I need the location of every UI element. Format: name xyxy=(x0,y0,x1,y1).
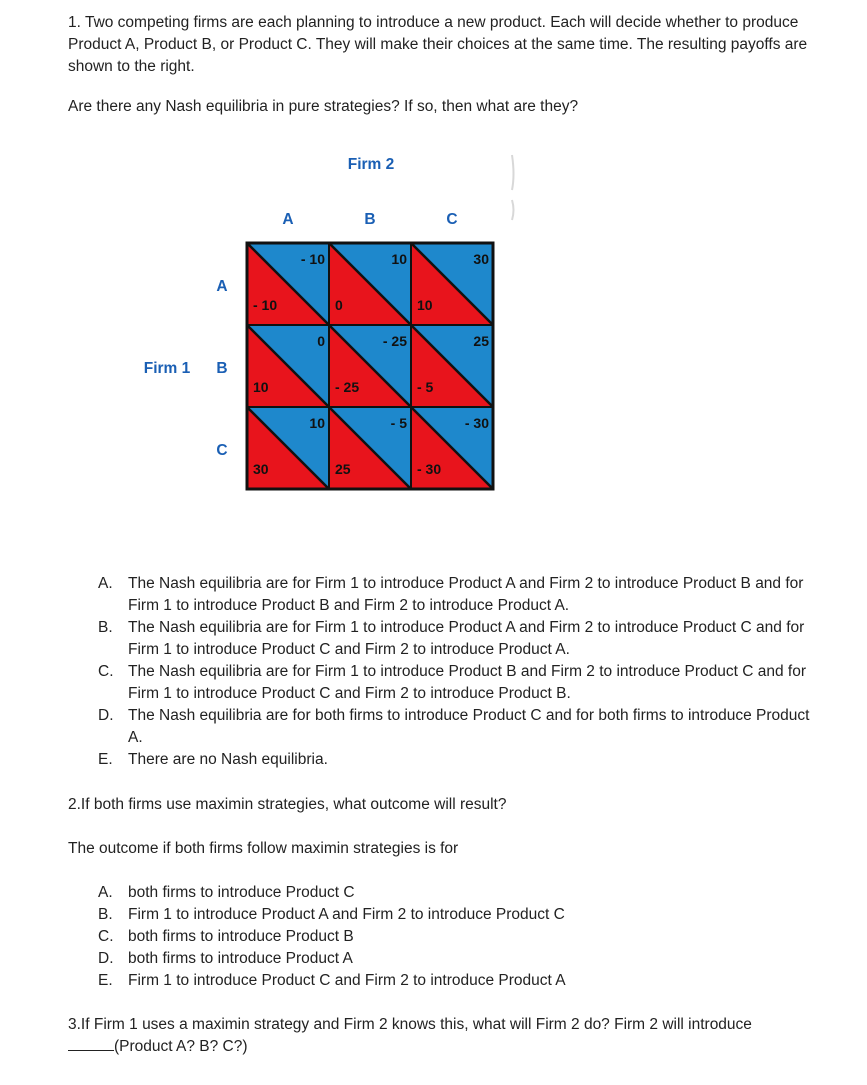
option-text: The Nash equilibria are for both firms to introduce Product C and for both firms to introduce Product A. xyxy=(128,707,810,746)
firm1-payoff: 0 xyxy=(335,297,343,313)
option-e[interactable] xyxy=(98,970,818,992)
firm1-payoff: - 5 xyxy=(417,379,434,395)
col-label: C xyxy=(446,211,458,228)
option-letter: B. xyxy=(98,906,113,923)
option-text: both firms to introduce Product B xyxy=(128,928,354,945)
col-label: A xyxy=(282,211,294,228)
option-letter: D. xyxy=(98,707,114,724)
firm2-payoff: - 10 xyxy=(300,251,325,267)
question3-text xyxy=(68,1014,828,1058)
question2-prompt: The outcome if both firms follow maximin strategies is for xyxy=(68,840,459,857)
firm2-payoff: - 25 xyxy=(382,333,407,349)
question3-prompt: 3.If Firm 1 uses a maximin strategy and Firm 2 knows this, what will Firm 2 do? Firm 2 will introduce xyxy=(68,1016,752,1033)
question2-options xyxy=(98,882,818,992)
option-letter: A. xyxy=(98,884,113,901)
question2-text: 2.If both firms use maximin strategies, what outcome will result? xyxy=(68,796,507,813)
firm2-payoff: - 30 xyxy=(464,415,489,431)
option-text: both firms to introduce Product C xyxy=(128,884,355,901)
option-text: Firm 1 to introduce Product C and Firm 2 to introduce Product A xyxy=(128,972,566,989)
firm2-payoff: 10 xyxy=(309,415,325,431)
payoff-cell xyxy=(329,243,411,325)
payoff-cell xyxy=(247,407,329,489)
row-label: C xyxy=(216,442,228,459)
firm2-payoff: 25 xyxy=(473,333,489,349)
option-letter: D. xyxy=(98,950,114,967)
firm2-payoff: 10 xyxy=(391,251,407,267)
question1-options xyxy=(98,573,818,771)
option-text: The Nash equilibria are for Firm 1 to introduce Product B and Firm 2 to introduce Product C and for Firm 1 to introduce Product C and Firm 2 to introduce Product B. xyxy=(128,663,807,702)
firm1-payoff: - 10 xyxy=(253,297,278,313)
option-d[interactable] xyxy=(98,948,818,970)
question1-prompt: Are there any Nash equilibria in pure strategies? If so, then what are they? xyxy=(68,98,579,115)
firm1-payoff: 25 xyxy=(335,461,351,477)
firm1-payoff: 10 xyxy=(417,297,433,313)
option-letter: B. xyxy=(98,619,113,636)
option-letter: A. xyxy=(98,575,113,592)
option-c[interactable] xyxy=(98,661,818,705)
col-label: B xyxy=(364,211,376,228)
firm1-payoff: - 25 xyxy=(335,379,360,395)
option-text: There are no Nash equilibria. xyxy=(128,751,328,768)
payoff-cell xyxy=(411,407,493,489)
answer-blank[interactable] xyxy=(68,1036,114,1051)
payoff-cell xyxy=(329,325,411,407)
option-text: Firm 1 to introduce Product A and Firm 2 to introduce Product C xyxy=(128,906,565,923)
payoff-cell xyxy=(247,325,329,407)
option-e[interactable] xyxy=(98,749,818,771)
firm2-payoff: 30 xyxy=(473,251,489,267)
option-text: both firms to introduce Product A xyxy=(128,950,353,967)
option-text: The Nash equilibria are for Firm 1 to introduce Product A and Firm 2 to introduce Product B and for Firm 1 to introduce Product B and Firm 2 to introduce Product A. xyxy=(128,575,804,614)
row-label: B xyxy=(216,360,228,377)
payoff-matrix xyxy=(0,0,867,520)
firm1-payoff: 10 xyxy=(253,379,269,395)
option-a[interactable] xyxy=(98,882,818,904)
firm1-label: Firm 1 xyxy=(143,360,191,377)
option-b[interactable] xyxy=(98,617,818,661)
payoff-cell xyxy=(247,243,329,325)
question1-text: 1. Two competing firms are each planning to introduce a new product. Each will decide whether to produce Product A, Product B, or Product C. They will make their choices at the same time. The resulting payoffs are shown to the right. xyxy=(68,14,808,75)
firm1-payoff: 30 xyxy=(253,461,269,477)
payoff-cell xyxy=(411,325,493,407)
option-letter: C. xyxy=(98,663,114,680)
option-text: The Nash equilibria are for Firm 1 to introduce Product A and Firm 2 to introduce Product C and for Firm 1 to introduce Product C and Firm 2 to introduce Product A. xyxy=(128,619,805,658)
payoff-cell xyxy=(411,243,493,325)
option-letter: E. xyxy=(98,972,113,989)
option-d[interactable] xyxy=(98,705,818,749)
row-label: A xyxy=(216,278,228,295)
firm2-label: Firm 2 xyxy=(347,156,395,173)
question3-suffix: (Product A? B? C?) xyxy=(114,1038,248,1055)
payoff-cell xyxy=(329,407,411,489)
firm2-payoff: 0 xyxy=(317,333,325,349)
option-a[interactable] xyxy=(98,573,818,617)
firm1-payoff: - 30 xyxy=(417,461,442,477)
option-letter: E. xyxy=(98,751,113,768)
firm2-payoff: - 5 xyxy=(390,415,407,431)
option-letter: C. xyxy=(98,928,114,945)
option-c[interactable] xyxy=(98,926,818,948)
option-b[interactable] xyxy=(98,904,818,926)
